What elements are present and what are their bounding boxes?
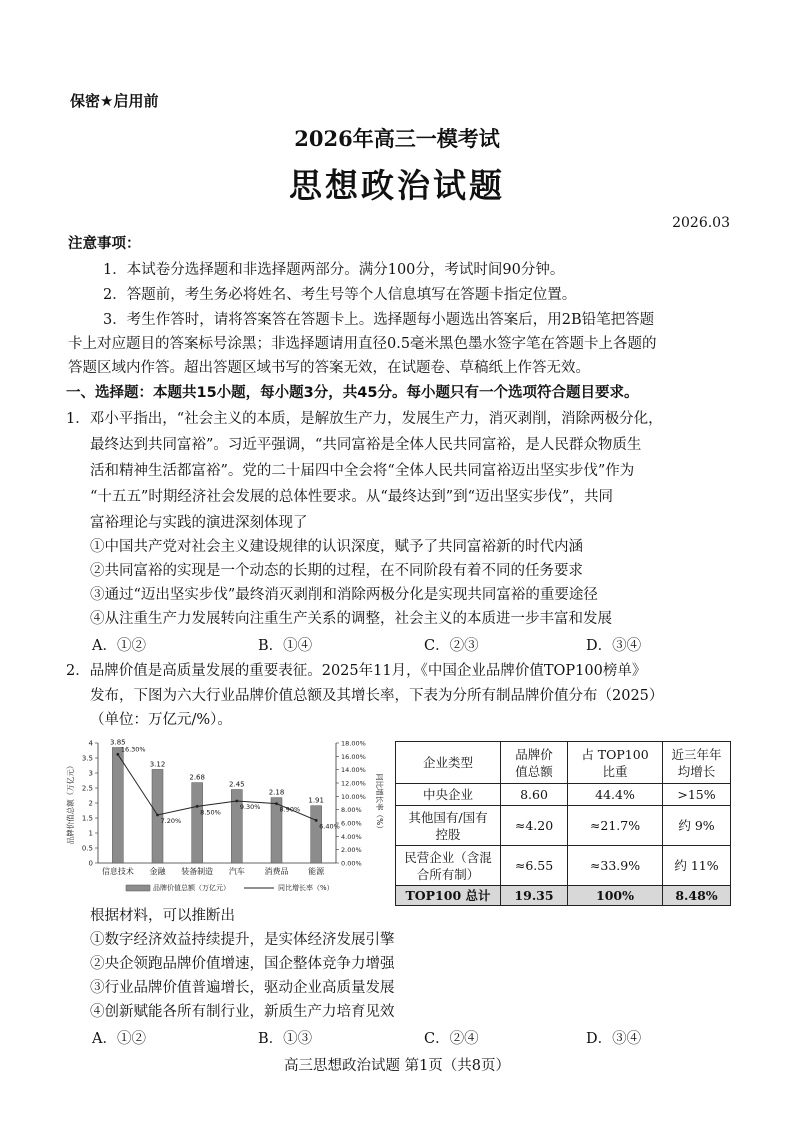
page-footer: 高三思想政治试题 第1页（共8页） <box>283 1058 511 1074</box>
growth-value-label: 7.20% <box>160 817 182 825</box>
growth-point <box>315 819 318 822</box>
q1-stem-line: “十五五”时期经济社会发展的总体性要求。从“最终达到”到“迈出坚实步伐”，共同 <box>90 489 613 505</box>
bar-value-label: 2.45 <box>229 780 245 789</box>
y2-tick-label: 12.00% <box>341 779 366 788</box>
section-title: 一、选择题：本题共15小题，每小题3分，共45分。每小题只有一个选项符合题目要求。 <box>66 385 639 401</box>
note-line: 卡上对应题目的答案标号涂黑；非选择题请用直径0.5毫米黑色墨水签字笔在答题卡上各题的 <box>68 336 657 352</box>
y-tick-label: 1 <box>88 829 93 838</box>
legend-line-label: 同比增长率（%） <box>278 884 334 892</box>
q2-option-d[interactable]: D．③④ <box>586 1031 642 1047</box>
y-tick-label: 0.5 <box>81 844 93 853</box>
y2-axis-title: 同比增长率（%） <box>375 773 384 833</box>
q2-statement: ④创新赋能各所有制行业，新质生产力培育见效 <box>90 1004 395 1020</box>
q1-stem-line: 1．邓小平指出，“社会主义的本质，是解放生产力，发展生产力，消灭剥削，消除两极分化， <box>66 411 663 427</box>
growth-point <box>116 753 119 756</box>
table-cell: 44.4% <box>568 784 663 806</box>
table-cell: 约 11% <box>663 846 731 886</box>
y2-tick-label: 2.00% <box>341 846 362 855</box>
q2-stem-line: 2．品牌价值是高质量发展的重要表征。2025年11月，《中国企业品牌价值TOP100榜单》 <box>66 663 647 679</box>
growth-point <box>275 802 278 805</box>
q1-option-a[interactable]: A．①② <box>92 638 146 654</box>
y-tick-label: 3 <box>88 769 93 778</box>
growth-point <box>156 814 159 817</box>
confidential-mark: 保密★启用前 <box>70 92 159 110</box>
y-tick-label: 2.5 <box>81 784 93 793</box>
y-tick-label: 4 <box>88 739 93 748</box>
bar-value-label: 1.91 <box>308 796 324 805</box>
bar-value-label: 3.85 <box>110 738 126 747</box>
q2-stem-line: 发布，下图为六大行业品牌价值总额及其增长率，下表为分所有制品牌价值分布（2025） <box>90 688 664 704</box>
table-header: 品牌价 值总额 <box>501 742 568 784</box>
y-axis-title: 品牌价值总额（万亿元） <box>66 761 75 845</box>
exam-title: 2026年高三一模考试 <box>294 126 500 151</box>
legend-bar-label: 品牌价值总额（万亿元） <box>153 884 230 892</box>
table-cell: ≈33.9% <box>568 846 663 886</box>
table-cell: 8.60 <box>501 784 568 806</box>
notes-heading: 注意事项： <box>68 236 141 252</box>
bar-value-label: 2.68 <box>189 773 205 782</box>
table-cell: ≈21.7% <box>568 806 663 846</box>
table-cell: 100% <box>568 886 663 906</box>
y2-tick-label: 4.00% <box>341 832 362 841</box>
table-total-row <box>396 886 731 906</box>
bar <box>311 806 322 863</box>
industry-brand-value-chart <box>64 733 384 898</box>
table-cell: TOP100 总计 <box>396 886 501 906</box>
x-tick-label: 金融 <box>149 867 166 876</box>
x-tick-label: 能源 <box>308 867 325 876</box>
q1-statement: ②共同富裕的实现是一个动态的长期的过程，在不同阶段有着不同的任务要求 <box>90 563 583 579</box>
table-header: 占 TOP100 比重 <box>568 742 663 784</box>
note-line: 1．本试卷分选择题和非选择题两部分。满分100分，考试时间90分钟。 <box>103 262 565 278</box>
y2-tick-label: 8.00% <box>341 806 362 815</box>
table-row <box>396 784 731 806</box>
subject-title: 思想政治试题 <box>289 166 505 205</box>
table-cell: 中央企业 <box>396 784 501 806</box>
q1-option-d[interactable]: D．③④ <box>586 638 642 654</box>
table-cell: ≈6.55 <box>501 846 568 886</box>
table-header: 企业类型 <box>396 742 501 784</box>
table-cell: 8.48% <box>663 886 731 906</box>
growth-value-label: 16.30% <box>120 745 146 754</box>
y2-tick-label: 14.00% <box>341 766 366 775</box>
y-tick-label: 0 <box>88 859 93 868</box>
exam-date: 2026.03 <box>672 215 730 231</box>
y-tick-label: 1.5 <box>81 814 93 823</box>
growth-value-label: 9.30% <box>239 803 261 811</box>
note-line: 答题区域内作答。超出答题区域书写的答案无效，在试题卷、草稿纸上作答无效。 <box>68 360 590 376</box>
table-cell: 民营企业（含混 合所有制） <box>396 846 501 886</box>
q2-option-a[interactable]: A．①② <box>92 1031 146 1047</box>
growth-value-label: 8.50% <box>200 808 221 817</box>
note-line: 3．考生作答时，请将答案答在答题卡上。选择题每小题选出答案后，用2B铅笔把答题 <box>103 312 655 328</box>
q2-stem-line: （单位：万亿元/%）。 <box>90 712 232 728</box>
q2-option-c[interactable]: C．②④ <box>424 1031 479 1047</box>
growth-point <box>235 800 238 803</box>
x-tick-label: 装备制造 <box>181 867 214 876</box>
x-tick-label: 信息技术 <box>101 867 134 876</box>
bar-value-label: 2.18 <box>268 788 285 797</box>
ownership-brand-value-table <box>395 741 731 906</box>
y-tick-label: 2 <box>88 799 93 808</box>
growth-value-label: 6.40% <box>319 822 340 831</box>
table-cell: 19.35 <box>501 886 568 906</box>
q1-stem-line: 富裕理论与实践的演进深刻体现了 <box>90 515 308 531</box>
q2-option-b[interactable]: B．①③ <box>258 1031 313 1047</box>
y2-tick-label: 16.00% <box>341 752 366 761</box>
y2-tick-label: 18.00% <box>341 739 366 748</box>
bar <box>192 783 203 863</box>
q2-statement: ②央企领跑品牌价值增速，国企整体竞争力增强 <box>90 956 395 972</box>
q2-statement: ①数字经济效益持续提升，是实体经济发展引擎 <box>90 932 395 948</box>
x-tick-label: 汽车 <box>228 867 245 876</box>
q1-option-c[interactable]: C．②③ <box>424 638 479 654</box>
q1-stem-line: 活和精神生活都富裕”。党的二十届四中全会将“全体人民共同富裕迈出坚实步伐”作为 <box>90 463 635 479</box>
bar <box>112 748 123 864</box>
q2-statement: ③行业品牌价值普遍增长，驱动企业高质量发展 <box>90 980 395 996</box>
q1-option-b[interactable]: B．①④ <box>258 638 313 654</box>
y2-tick-label: 10.00% <box>341 792 366 801</box>
legend-bar-swatch <box>126 885 150 891</box>
q2-lead: 根据材料，可以推断出 <box>90 908 235 924</box>
x-tick-label: 消费品 <box>264 867 289 876</box>
y2-tick-label: 0.00% <box>341 859 362 868</box>
y-tick-label: 3.5 <box>81 754 93 763</box>
note-line: 2．答题前，考生务必将姓名、考生号等个人信息填写在答题卡指定位置。 <box>103 287 577 303</box>
q1-statement: ④从注重生产力发展转向注重生产关系的调整，社会主义的本质进一步丰富和发展 <box>90 611 612 627</box>
y2-tick-label: 6.00% <box>341 819 362 828</box>
table-cell: 其他国有/国有 控股 <box>396 806 501 846</box>
table-header: 近三年年 均增长 <box>663 742 731 784</box>
table-cell: ≈4.20 <box>501 806 568 846</box>
growth-point <box>196 805 199 808</box>
table-cell: 约 9% <box>663 806 731 846</box>
table-cell: >15% <box>663 784 731 806</box>
q1-statement: ③通过“迈出坚实步伐”最终消灭剥削和消除两极分化是实现共同富裕的重要途径 <box>90 587 598 603</box>
q1-statement: ①中国共产党对社会主义建设规律的认识深度，赋予了共同富裕新的时代内涵 <box>90 539 583 555</box>
table-row <box>396 806 731 846</box>
q1-stem-line: 最终达到共同富裕”。习近平强调，“共同富裕是全体人民共同富裕，是人民群众物质生 <box>90 437 642 453</box>
table-row <box>396 846 731 886</box>
bar-value-label: 3.12 <box>149 760 166 769</box>
growth-value-label: 8.90% <box>279 805 301 814</box>
